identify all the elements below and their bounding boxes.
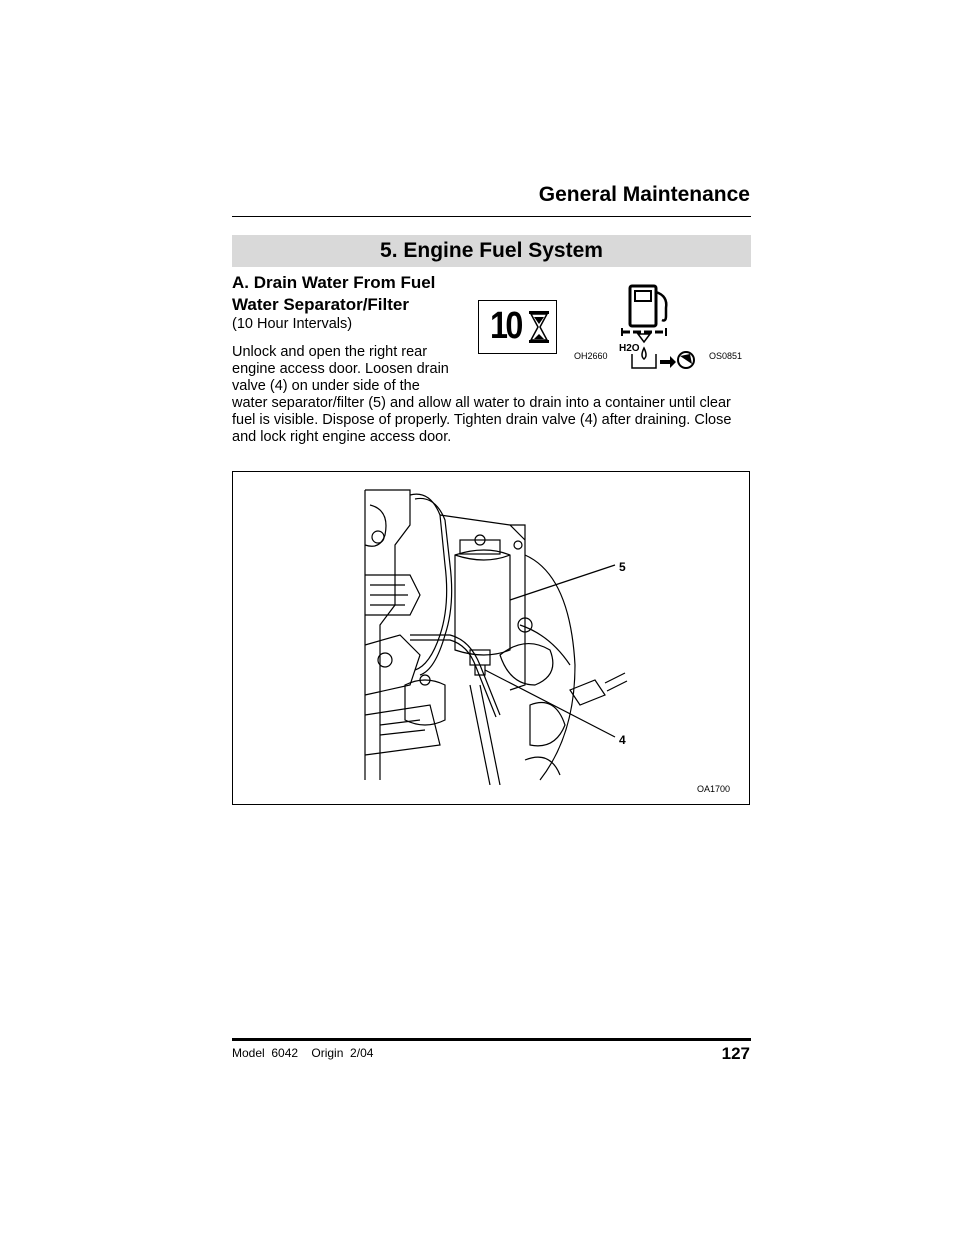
chapter-title: General Maintenance	[538, 183, 750, 206]
engine-illustration	[350, 485, 640, 785]
service-interval: (10 Hour Intervals)	[232, 316, 353, 332]
section-band	[232, 235, 751, 267]
hour-interval-number: 10	[490, 305, 521, 347]
timer-icon-code: OH2660	[574, 351, 608, 361]
subsection-title	[232, 272, 472, 316]
header-rule	[232, 216, 751, 217]
section-title: 5. Engine Fuel System	[380, 239, 603, 262]
procedure-body: Unlock and open the right rear engine access door. Loosen drain valve (4) on under side of the water separator/filter (5) and allow all water to drain into a container until clear fuel is visible. Dispose of properly. Tighten drain valve (4) after draining. Close and lock right engine access door.	[232, 344, 732, 445]
callout-filter-number: 5	[619, 560, 626, 574]
subsection-title-line2: Water Separator/Filter	[232, 295, 409, 314]
page-number: 127	[721, 1044, 750, 1063]
drain-icon-code: OS0851	[709, 351, 743, 361]
callout-valve-number: 4	[619, 733, 626, 747]
hourglass-icon	[528, 310, 550, 344]
subsection-title-line1: A. Drain Water From Fuel	[232, 273, 436, 292]
model-origin: Model 6042 Origin 2/04	[232, 1046, 374, 1060]
figure-code: OA1700	[697, 784, 731, 794]
drain-icon-label: H2O	[619, 343, 640, 354]
fuel-drain-icon	[618, 282, 698, 372]
footer-rule	[232, 1038, 751, 1041]
